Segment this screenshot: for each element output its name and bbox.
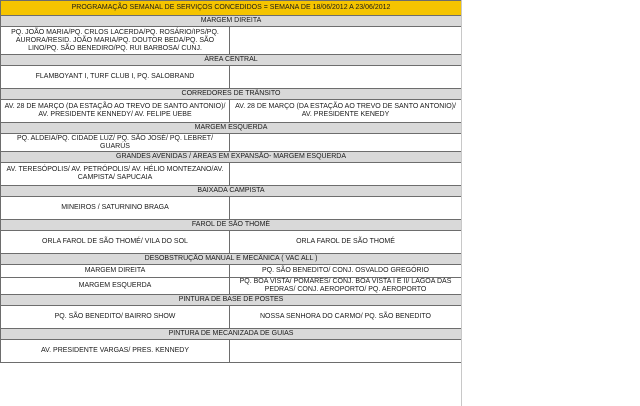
cell-left[interactable]: MARGEM DIREITA xyxy=(1,265,230,278)
cell-left[interactable]: MINEIROS / SATURNINO BRAGA xyxy=(1,197,230,220)
section-header[interactable]: PINTURA DE BASE DE POSTES xyxy=(1,295,462,306)
section-header-row xyxy=(1,295,462,306)
title-row xyxy=(1,1,462,16)
section-header-row xyxy=(1,329,462,340)
section-header[interactable]: GRANDES AVENIDAS / ÁREAS EM EXPANSÃO- MARGEM ESQUERDA xyxy=(1,152,462,163)
section-header-row xyxy=(1,220,462,231)
section-header[interactable]: BAIXADA CAMPISTA xyxy=(1,186,462,197)
table-row xyxy=(1,100,462,123)
section-header-row xyxy=(1,89,462,100)
cell-left[interactable]: AV. TERESÓPOLIS/ AV. PETRÓPOLIS/ AV. HÉLIO MONTEZANO/AV. CAMPISTA/ SAPUCAIA xyxy=(1,163,230,186)
sheet-right-border xyxy=(461,0,462,406)
section-header[interactable]: PINTURA DE MECANIZADA DE GUIAS xyxy=(1,329,462,340)
cell-right[interactable] xyxy=(230,66,462,89)
table-row xyxy=(1,66,462,89)
section-header-row xyxy=(1,123,462,134)
table-row xyxy=(1,27,462,55)
cell-right[interactable] xyxy=(230,197,462,220)
section-header-row xyxy=(1,55,462,66)
section-header-row xyxy=(1,152,462,163)
table-row xyxy=(1,306,462,329)
cell-right[interactable]: PQ. BOA VISTA/ POMARES/ CONJ. BOA VISTA I E II/ LAGOA DAS PEDRAS/ CONJ. AEROPORTO/ PQ. AEROPORTO xyxy=(230,278,462,295)
table-row xyxy=(1,163,462,186)
cell-right[interactable] xyxy=(230,134,462,152)
table-row xyxy=(1,278,462,295)
table-row xyxy=(1,340,462,363)
cell-left[interactable]: PQ. ALDEIA/PQ. CIDADE LUZ/ PQ. SÃO JOSÉ/ PQ. LEBRET/ GUARÚS xyxy=(1,134,230,152)
cell-left[interactable]: PQ. JOÃO MARIA/PQ. CRLOS LACERDA/PQ. ROSÁRIO/IPS/PQ. AURORA/RESID. JOÃO MARIA/PQ. DOUTOR BEDA/PQ. SÃO LINO/PQ. SÃO BENEDIRO/PQ. RUI BARBOSA/ CUNJ. xyxy=(1,27,230,55)
cell-left[interactable]: AV. PRESIDENTE VARGAS/ PRES. KENNEDY xyxy=(1,340,230,363)
cell-right[interactable]: ORLA FAROL DE SÃO THOMÉ xyxy=(230,231,462,254)
cell-left[interactable]: ORLA FAROL DE SÃO THOMÉ/ VILA DO SOL xyxy=(1,231,230,254)
section-header[interactable]: CORREDORES DE TRÂNSITO xyxy=(1,89,462,100)
section-header[interactable]: MARGEM DIREITA xyxy=(1,16,462,27)
section-header-row xyxy=(1,254,462,265)
table-row xyxy=(1,231,462,254)
table-row xyxy=(1,197,462,220)
section-header[interactable]: ÁREA CENTRAL xyxy=(1,55,462,66)
cell-right[interactable] xyxy=(230,163,462,186)
cell-left[interactable]: FLAMBOYANT I, TURF CLUB I, PQ. SALOBRAND xyxy=(1,66,230,89)
section-header[interactable]: FAROL DE SÃO THOMÉ xyxy=(1,220,462,231)
table-row xyxy=(1,134,462,152)
cell-right[interactable]: PQ. SÃO BENEDITO/ CONJ. OSVALDO GREGÓRIO xyxy=(230,265,462,278)
cell-left[interactable]: PQ. SÃO BENEDITO/ BAIRRO SHOW xyxy=(1,306,230,329)
section-header-row xyxy=(1,16,462,27)
cell-left[interactable]: MARGEM ESQUERDA xyxy=(1,278,230,295)
section-header-row xyxy=(1,186,462,197)
table-row xyxy=(1,265,462,278)
cell-left[interactable]: AV. 28 DE MARÇO (DA ESTAÇÃO AO TREVO DE SANTO ANTONIO)/ AV. PRESIDENTE KENNEDY/ AV. FELIPE UEBE xyxy=(1,100,230,123)
cell-right[interactable]: NOSSA SENHORA DO CARMO/ PQ. SÃO BENEDITO xyxy=(230,306,462,329)
section-header[interactable]: DESOBSTRUÇÃO MANUAL E MECÂNICA ( VAC ALL ) xyxy=(1,254,462,265)
cell-right[interactable] xyxy=(230,27,462,55)
section-header[interactable]: MARGEM ESQUERDA xyxy=(1,123,462,134)
sheet-title[interactable]: PROGRAMAÇÃO SEMANAL DE SERVIÇOS CONCEDIDOS = SEMANA DE 18/06/2012 A 23/06/2012 xyxy=(1,1,462,16)
cell-right[interactable]: AV. 28 DE MARÇO (DA ESTAÇÃO AO TREVO DE SANTO ANTONIO)/ AV. PRESIDENTE KENEDY xyxy=(230,100,462,123)
cell-right[interactable] xyxy=(230,340,462,363)
